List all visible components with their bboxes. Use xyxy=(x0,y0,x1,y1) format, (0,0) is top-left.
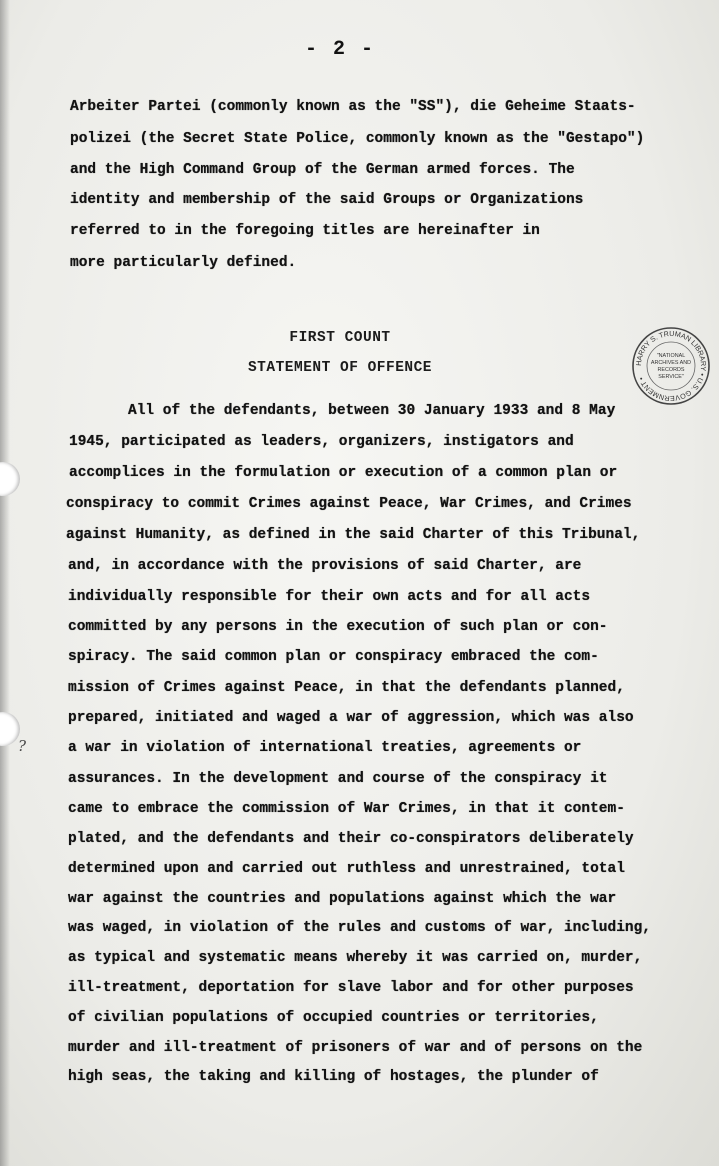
text-line: came to embrace the commission of War Crimes, in that it contem- xyxy=(68,801,625,817)
punch-hole-top xyxy=(0,462,20,496)
text-line: ill-treatment, deportation for slave labor and for other purposes xyxy=(68,980,634,996)
text-line: All of the defendants, between 30 January 1933 and 8 May xyxy=(128,403,616,419)
text-line: Arbeiter Partei (commonly known as the "SS"), die Geheime Staats- xyxy=(70,99,636,115)
handwritten-margin-mark: ? xyxy=(18,737,27,755)
text-line: was waged, in violation of the rules and customs of war, including, xyxy=(68,920,651,936)
text-line: spiracy. The said common plan or conspiracy embraced the com- xyxy=(68,649,599,665)
text-line: more particularly defined. xyxy=(70,255,297,271)
stamp-line: "NATIONAL xyxy=(656,353,686,359)
punch-hole-bottom xyxy=(0,712,20,746)
page-number: - 2 - xyxy=(304,38,375,61)
section-title: FIRST COUNT xyxy=(289,330,391,346)
text-line: a war in violation of international treaties, agreements or xyxy=(68,740,582,756)
text-line: plated, and the defendants and their co-conspirators deliberately xyxy=(68,831,634,847)
text-line: individually responsible for their own acts and for all acts xyxy=(68,589,591,605)
text-line: of civilian populations of occupied countries or territories, xyxy=(68,1010,599,1026)
text-line: conspiracy to commit Crimes against Peace, War Crimes, and Crimes xyxy=(66,496,632,512)
text-line: identity and membership of the said Groups or Organizations xyxy=(70,192,584,208)
svg-text:HARRY S. TRUMAN LIBRARY • U.S. xyxy=(634,329,708,403)
text-line: determined upon and carried out ruthless and unrestrained, total xyxy=(68,861,625,877)
text-line: against Humanity, as defined in the said Charter of this Tribunal, xyxy=(66,527,641,543)
archive-stamp xyxy=(631,326,711,406)
section-subtitle: STATEMENT OF OFFENCE xyxy=(247,360,433,376)
stamp-line: RECORDS xyxy=(657,367,685,373)
text-line: war against the countries and populations against which the war xyxy=(68,891,617,907)
text-line: as typical and systematic means whereby it was carried on, murder, xyxy=(68,950,643,966)
text-line: assurances. In the development and course of the conspiracy it xyxy=(68,771,608,787)
text-line: and, in accordance with the provisions of said Charter, are xyxy=(68,558,582,574)
stamp-line: ARCHIVES AND xyxy=(650,360,692,366)
text-line: high seas, the taking and killing of hostages, the plunder of xyxy=(68,1069,599,1085)
text-line: polizei (the Secret State Police, commonly known as the "Gestapo") xyxy=(70,131,645,147)
text-line: murder and ill-treatment of prisoners of war and of persons on the xyxy=(68,1040,643,1056)
stamp-ring-text: HARRY S. TRUMAN LIBRARY • U.S. GOVERNMENT • xyxy=(633,328,709,404)
text-line: and the High Command Group of the German armed forces. The xyxy=(70,162,575,178)
scan-edge-shadow xyxy=(0,0,10,1166)
text-line: referred to in the foregoing titles are hereinafter in xyxy=(70,223,540,239)
text-line: accomplices in the formulation or execution of a common plan or xyxy=(69,465,618,481)
text-line: committed by any persons in the execution of such plan or con- xyxy=(68,619,608,635)
text-line: mission of Crimes against Peace, in that the defendants planned, xyxy=(68,680,625,696)
text-line: prepared, initiated and waged a war of aggression, which was also xyxy=(68,710,634,726)
stamp-line: SERVICE" xyxy=(658,374,684,380)
text-line: 1945, participated as leaders, organizers, instigators and xyxy=(69,434,574,450)
